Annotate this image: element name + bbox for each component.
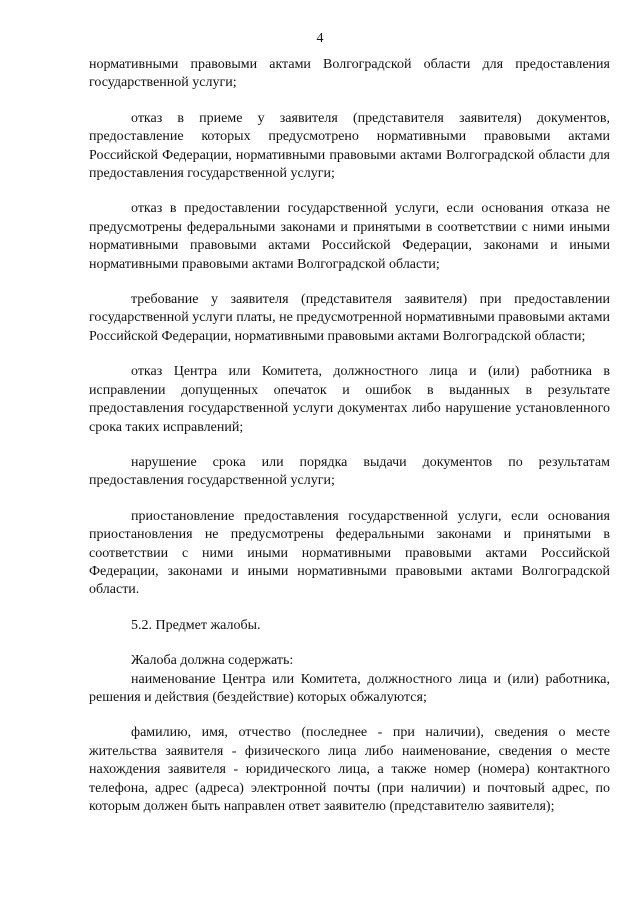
paragraph-name-of-body: наименование Центра или Комитета, должностного лица и (или) работника, решения и действия (бездействие) которых обжалуются; — [89, 671, 610, 705]
section-heading-5-2: 5.2. Предмет жалобы. — [131, 617, 261, 633]
paragraph-correction-refusal: отказ Центра или Комитета, должностного лица и (или) работника в исправлении допущенных опечаток и ошибок в выданных в результате предоставления государственной услуги документах либо нарушение установленного срока таких исправлений; — [89, 364, 610, 435]
paragraph-delivery-violation: нарушение срока или порядка выдачи документов по результатам предоставления государственной услуги; — [89, 454, 610, 489]
paragraph-complaint-must-contain: Жалоба должна содержать: — [131, 653, 294, 669]
paragraph-refusal-documents: отказ в приеме у заявителя (представителя заявителя) документов, предоставление которых предусмотрено нормативными правовыми актами Российской Федерации, нормативными правовыми актами Волгоградской области для предоставления государственной услуги; — [89, 110, 610, 182]
paragraph-continuation: нормативными правовыми актами Волгоградской области для предоставления государственной услуги; — [89, 57, 610, 91]
document-body — [89, 56, 610, 833]
paragraph-fee-requirement: требование у заявителя (представителя заявителя) при предоставлении государственной услуги платы, не предусмотренной нормативными правовыми актами Российской Федерации, нормативными правовыми актами Волгоградской области; — [89, 292, 610, 344]
page-number: 4 — [316, 31, 324, 46]
paragraph-refusal-service: отказ в предоставлении государственной услуги, если основания отказа не предусмотрены федеральными законами и принятыми в соответствии с ними иными нормативными правовыми актами Российской Федерации, законами и иными нормативными правовыми актами Волгоградской области; — [89, 201, 610, 272]
paragraph-suspension: приостановление предоставления государственной услуги, если основания приостановления не предусмотрены федеральными законами и принятыми в соответствии с ними иными нормативными правовыми актами Российской Федерации, законами и иными нормативными правовыми актами Волгоградской области. — [89, 508, 610, 598]
paragraph-applicant-details: фамилию, имя, отчество (последнее - при наличии), сведения о месте жительства заявителя - физического лица либо наименование, сведения о месте нахождения заявителя - юридического лица, а также номер (номера) контактного телефона, адрес (адреса) электронной почты (при наличии) и почтовый адрес, по которым должен быть направлен ответ заявителю (представителю заявителя); — [89, 725, 610, 814]
